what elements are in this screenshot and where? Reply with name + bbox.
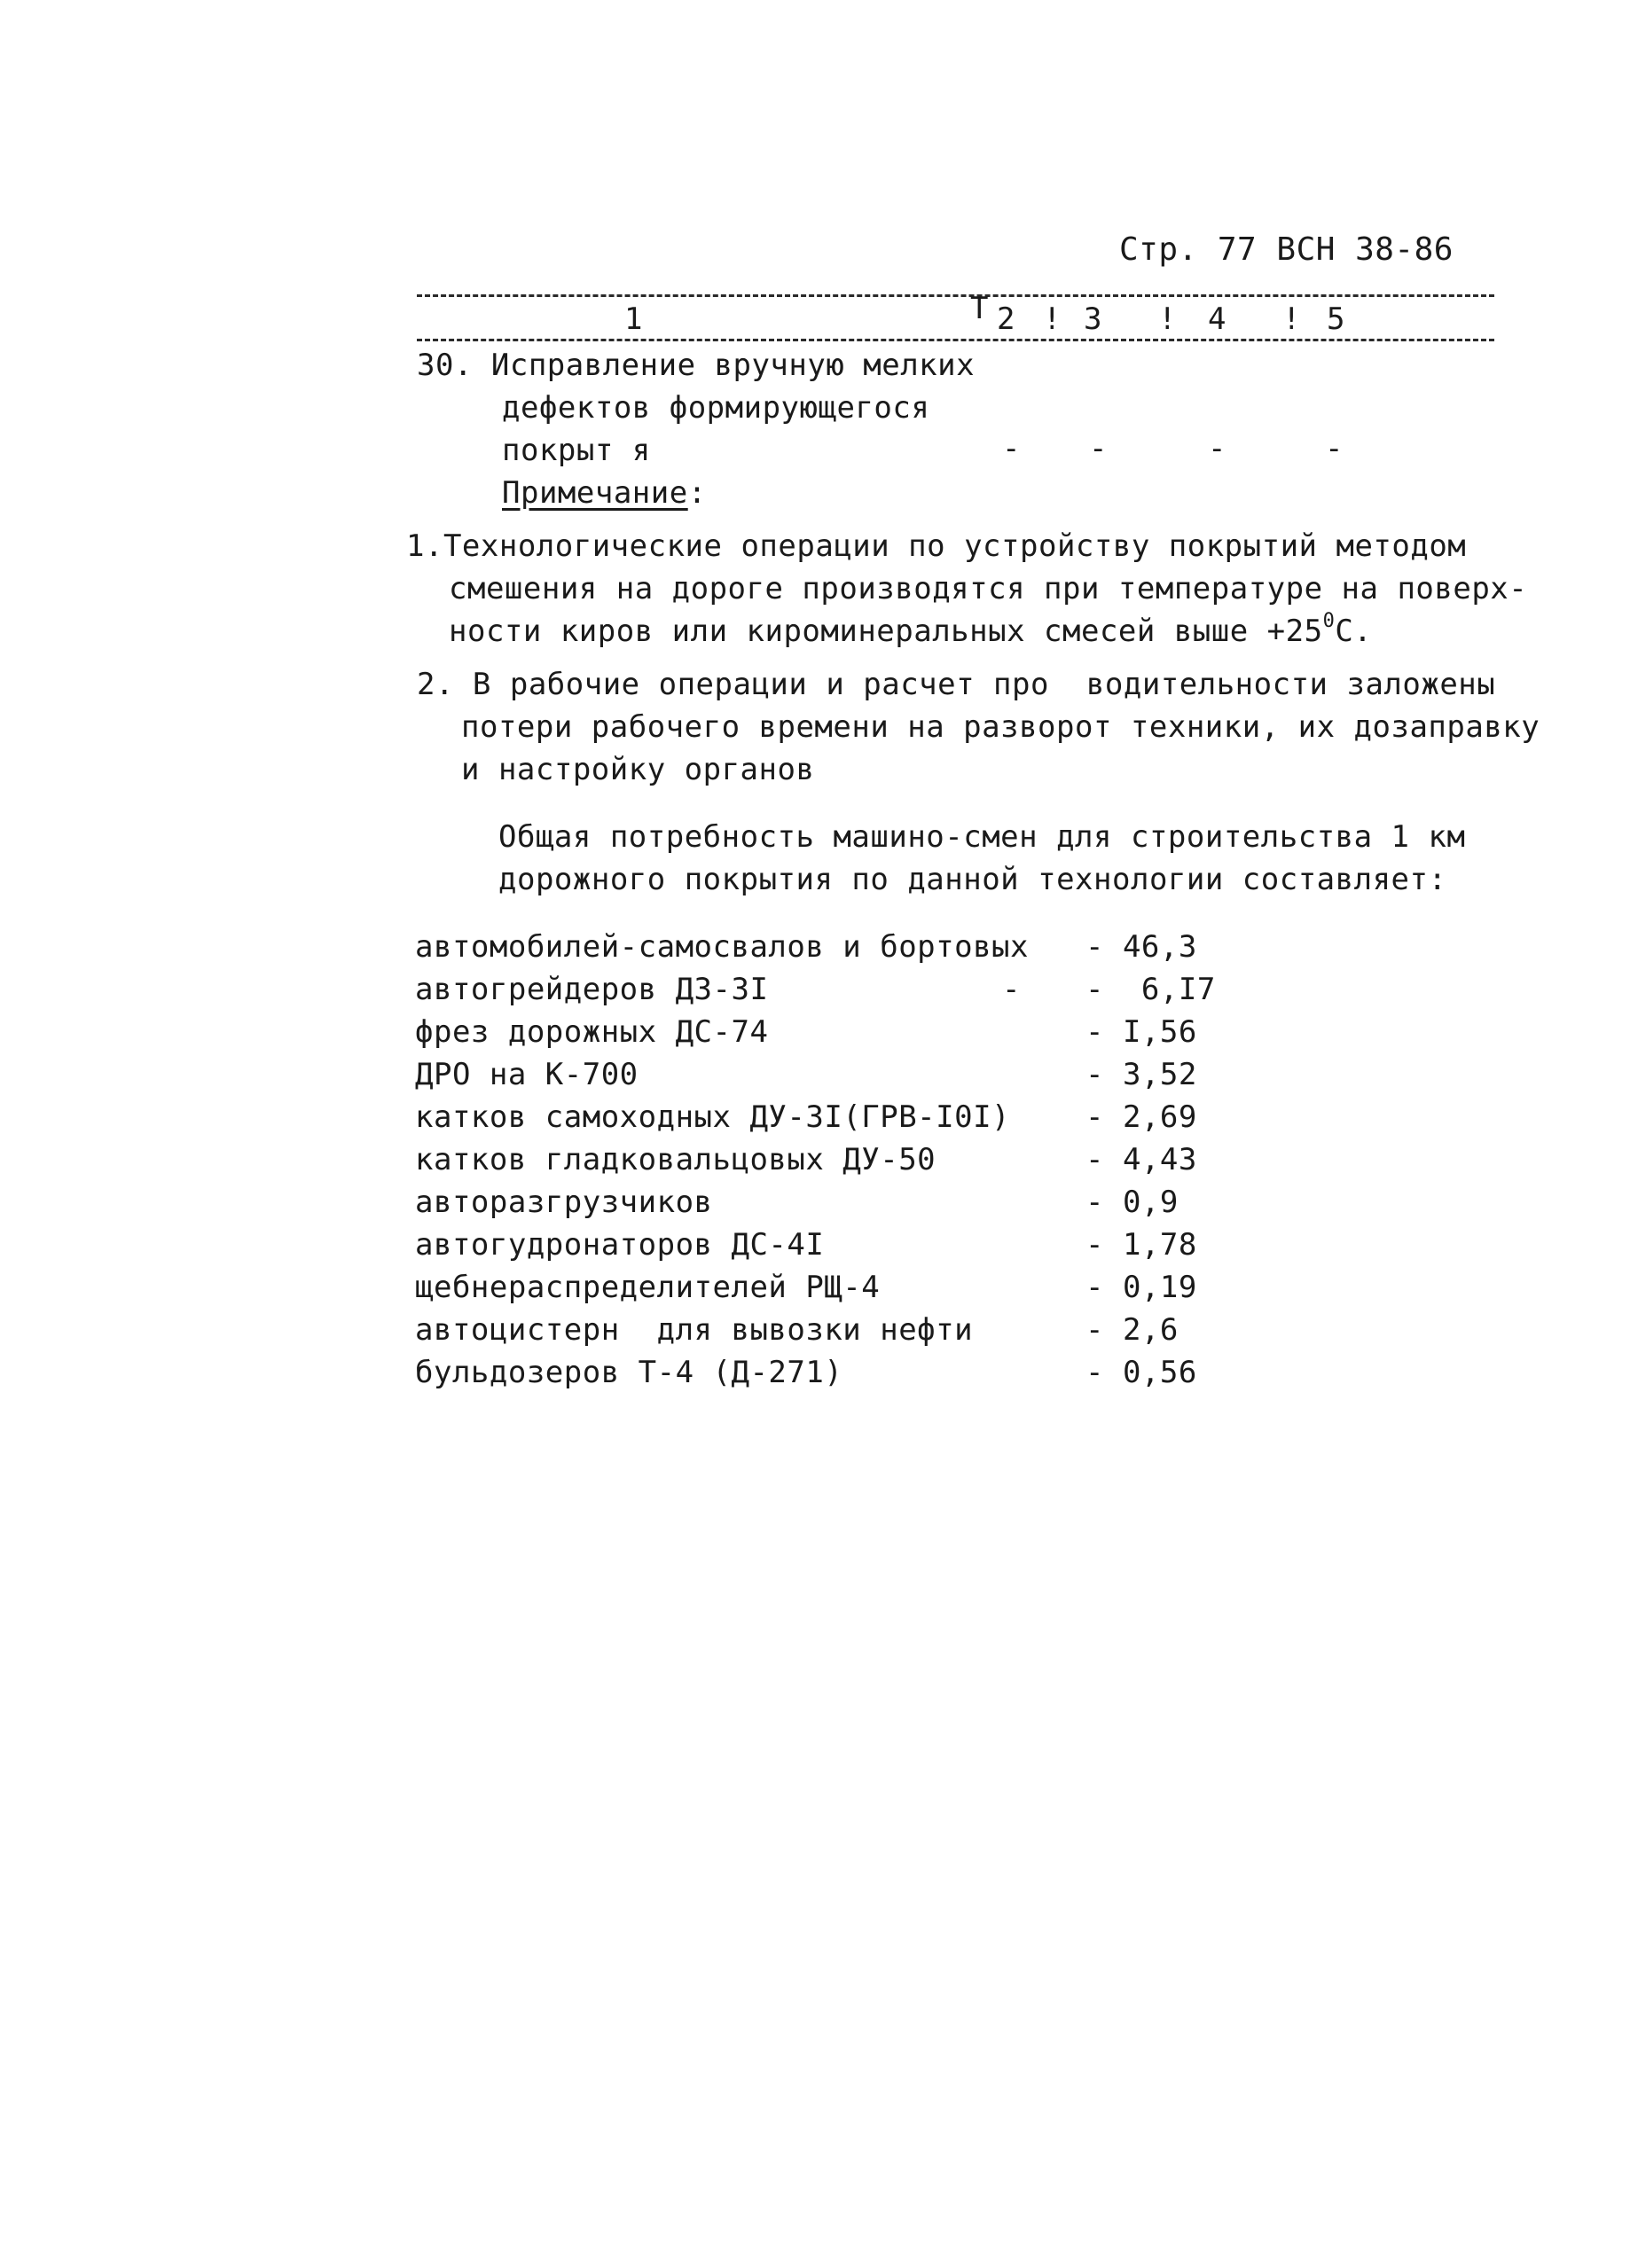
note-label-colon: :	[687, 475, 707, 511]
note-label	[502, 475, 707, 511]
row-30-value-col4: -	[1208, 431, 1226, 466]
column-header-4: 4	[1208, 301, 1226, 337]
machine-value: - 4,43	[1085, 1142, 1197, 1177]
machine-value: - 0,19	[1085, 1270, 1197, 1305]
summary-line-1: Общая потребность машино-смен для строительства 1 км	[498, 819, 1466, 855]
row-30-value-col2: -	[1002, 431, 1021, 466]
column-separator: Т	[970, 291, 989, 326]
machine-value: - 46,3	[1085, 929, 1197, 965]
degree-superscript: 0	[1322, 609, 1336, 632]
note-2-line-1: 2. В рабочие операции и расчет про водительности заложены	[417, 667, 1496, 702]
machine-name: фрез дорожных ДС-74	[415, 1014, 769, 1050]
row-30-line-2: дефектов формирующегося	[502, 390, 930, 426]
machine-value: - 3,52	[1085, 1057, 1197, 1092]
table-top-rule	[417, 294, 1494, 297]
row-30-value-col5: -	[1325, 431, 1344, 466]
machine-name: автоцистерн для вывозки нефти	[415, 1312, 974, 1348]
machine-name: катков самоходных ДУ-3I(ГРВ-I0I)	[415, 1099, 1011, 1135]
machine-value: - 1,78	[1085, 1227, 1197, 1263]
column-header-1: 1	[624, 301, 643, 337]
note-1-line-3-unit: С.	[1335, 614, 1373, 649]
machine-name: авторазгрузчиков	[415, 1185, 713, 1220]
column-separator: !	[1158, 301, 1177, 337]
machine-name: автогудронаторов ДС-4I	[415, 1227, 825, 1263]
machine-value: - 0,9	[1085, 1185, 1179, 1220]
column-header-2: 2	[997, 301, 1015, 337]
note-1-line-2: смешения на дороге производятся при температуре на поверх-	[449, 571, 1528, 606]
note-2-line-3: и настройку органов	[461, 752, 815, 787]
machine-extra-dash: -	[1002, 972, 1021, 1007]
machine-name: автогрейдеров ДЗ-3I	[415, 972, 769, 1007]
column-header-5: 5	[1327, 301, 1345, 337]
column-header-3: 3	[1084, 301, 1102, 337]
machine-name: автомобилей-самосвалов и бортовых	[415, 929, 1030, 965]
column-separator: !	[1043, 301, 1062, 337]
machine-name: ДРО на К-700	[415, 1057, 639, 1092]
note-1-line-1: 1.Технологические операции по устройству покрытий методом	[406, 528, 1467, 564]
row-30-line-1: 30. Исправление вручную мелких	[417, 348, 976, 383]
note-label-text: Примечание	[502, 475, 688, 511]
machine-name: бульдозеров Т-4 (Д-271)	[415, 1355, 843, 1390]
machine-value: - 2,69	[1085, 1099, 1197, 1135]
machine-value: - 2,6	[1085, 1312, 1179, 1348]
machine-name: катков гладковальцовых ДУ-50	[415, 1142, 936, 1177]
note-2-line-2: потери рабочего времени на разворот техники, их дозаправку	[461, 709, 1540, 745]
machine-value: - 6,I7	[1085, 972, 1216, 1007]
note-1-line-3	[449, 609, 1373, 649]
machine-value: - I,56	[1085, 1014, 1197, 1050]
summary-line-2: дорожного покрытия по данной технологии составляет:	[498, 862, 1447, 897]
column-separator: !	[1282, 301, 1301, 337]
row-30-value-col3: -	[1089, 431, 1108, 466]
note-1-line-3-text: ности киров или кироминеральных смесей выше +25	[449, 614, 1323, 649]
page-reference: Стр. 77 ВСН 38-86	[1119, 231, 1454, 268]
row-30-line-3: покрыт я	[502, 433, 651, 468]
table-header-rule	[417, 339, 1494, 341]
machine-value: - 0,56	[1085, 1355, 1197, 1390]
machine-name: щебнераспределителей РЩ-4	[415, 1270, 881, 1305]
